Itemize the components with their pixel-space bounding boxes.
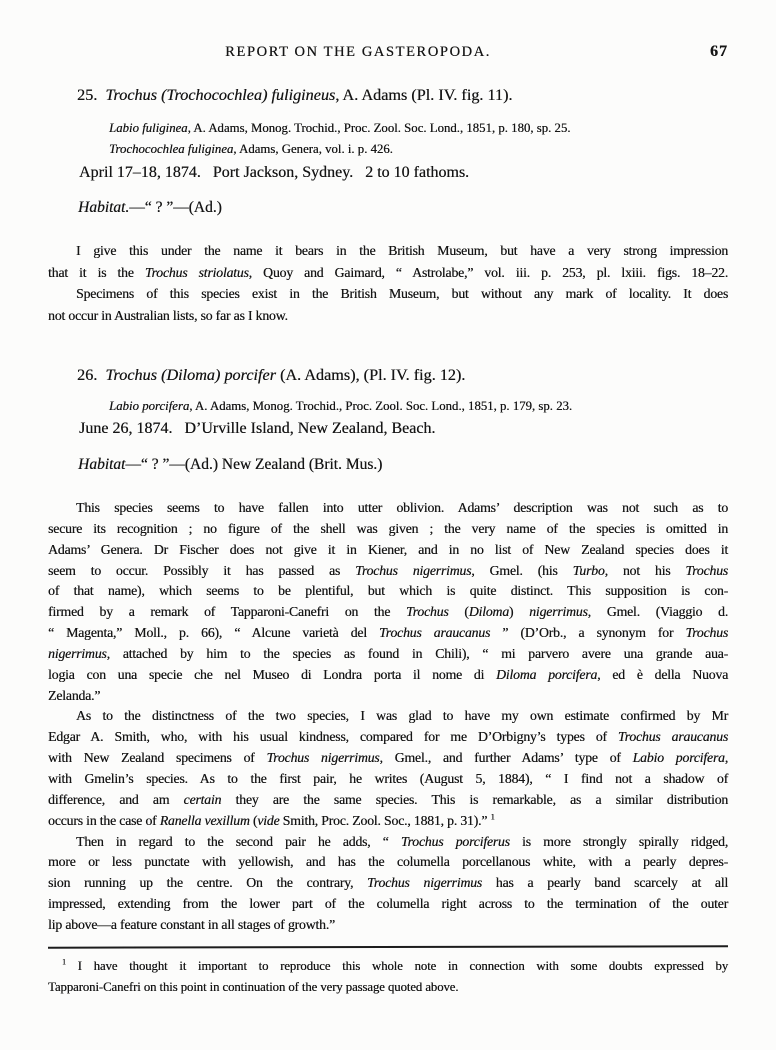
text-line: logia con una specie che nel Museo di Londra porta il nome di Diloma porcifera, ed è della Nuova (48, 666, 728, 682)
text-line: Specimens of this species exist in the British Museum, but without any mark of locality. It does (76, 286, 728, 302)
running-header (48, 44, 728, 66)
text-line: Then in regard to the second pair he adds, “ Trochus porciferus is more strongly spirally ridged, (76, 833, 728, 849)
text-line: As to the distinctness of the two species, I was glad to have my own estimate confirmed by Mr (76, 708, 728, 724)
text-line: 26. Trochus (Diloma) porcifer (A. Adams), (Pl. IV. fig. 12). (77, 366, 466, 384)
text-line: Labio fuliginea, A. Adams, Monog. Trochid., Proc. Zool. Soc. Lond., 1851, p. 180, sp. 25. (109, 121, 571, 135)
text-line: Adams’ Genera. Dr Fischer does not give it in Kiener, and in no list of New Zealand species does it (48, 541, 728, 557)
text-line: impressed, extending from the lower part of the columella right across to the termination of the outer (48, 896, 728, 912)
date-locality-line-26 (48, 420, 759, 438)
text-line: Habitat—“ ? ”—(Ad.) New Zealand (Brit. Mus.) (78, 456, 383, 473)
text-line: I give this under the name it bears in the British Museum, but have a very strong impression (76, 243, 728, 258)
text-line: lip above—a feature constant in all stages of growth.” (48, 916, 335, 932)
text-line: nigerrimus, attached by him to the species as found in Chili), “ mi parvero avere una grande aua- (48, 645, 728, 661)
page-title: REPORT ON THE GASTEROPODA. (225, 44, 491, 60)
footnote (48, 956, 728, 998)
text-line: not occur in Australian lists, so far as I know. (48, 308, 288, 324)
text-line: difference, and am certain they are the same species. This is remarkable, as a similar distribution (48, 791, 728, 807)
body-paragraphs-26 (48, 498, 728, 936)
text-line: Edgar A. Smith, who, with his usual kindness, compared for me D’Orbigny’s types of Trochus araucanus (48, 729, 728, 745)
body-paragraphs-25 (48, 240, 728, 327)
text-line: with Gmelin’s species. As to the first pair, he writes (August 5, 1884), “ I find not a shadow of (48, 770, 728, 786)
page-number: 67 (710, 43, 728, 60)
text-line: 25. Trochus (Trochocochlea) fuligineus, A. Adams (Pl. IV. fig. 11). (77, 86, 513, 104)
text-line: $^1$ I have thought it important to reproduce this whole note in connection with some doubts expressed by (62, 957, 728, 973)
habitat-line-26 (48, 456, 758, 474)
text-line: Labio porcifera, A. Adams, Monog. Trochid., Proc. Zool. Soc. Lond., 1851, p. 179, sp. 23. (109, 399, 573, 413)
text-line: Tapparoni-Canefri on this point in continuation of the very passage quoted above. (48, 980, 459, 994)
text-line: secure its recognition ; no figure of the shell was given ; the very name of the species is omitted in (48, 520, 728, 536)
date-locality-line-25 (48, 164, 759, 182)
text-line: occurs in the case of Ranella vexillum (vide Smith, Proc. Zool. Soc., 1881, p. 31).” $^1$ (48, 811, 495, 828)
text-line: This species seems to have fallen into utter oblivion. Adams’ description was not such as to (76, 500, 728, 515)
species-heading-25 (48, 86, 757, 105)
text-line: with New Zealand specimens of Trochus nigerrimus, Gmel., and further Adams’ type of Labio porcifera, (48, 750, 728, 766)
text-line: June 26, 1874. D’Urville Island, New Zealand, Beach. (79, 420, 436, 437)
text-line: more or less punctate with yellowish, and has the columella porcellanous white, with a pearly depres- (48, 854, 728, 870)
text-line: Habitat.—“ ? ”—(Ad.) (78, 199, 222, 216)
synonymy-citations-25 (48, 118, 776, 160)
species-heading-26 (48, 366, 757, 385)
footnote-rule (48, 945, 728, 949)
text-line: of that name), which seems to be plentiful, but which is quite distinct. This supposition is con- (48, 583, 728, 599)
synonymy-citations-26 (48, 396, 776, 417)
text-line: Trochocochlea fuliginea, Adams, Genera, vol. i. p. 426. (109, 142, 393, 156)
text-line: firmed by a remark of Tapparoni-Canefri on the Trochus (Diloma) nigerrimus, Gmel. (Viaggio d. (48, 604, 728, 620)
habitat-line-25 (48, 199, 758, 217)
text-line: seem to occur. Possibly it has passed as Trochus nigerrimus, Gmel. (his Turbo, not his Trochus (48, 562, 728, 578)
text-line: April 17–18, 1874. Port Jackson, Sydney. 2 to 10 fathoms. (79, 164, 470, 181)
text-line: Zelanda.” (48, 687, 101, 703)
text-line: sion running up the centre. On the contrary, Trochus nigerrimus has a pearly band scarcely at all (48, 875, 728, 891)
text-line: that it is the Trochus striolatus, Quoy and Gaimard, “ Astrolabe,” vol. iii. p. 253, pl. lxiii. figs. 18–22. (48, 264, 728, 280)
text-line: “ Magenta,” Moll., p. 66), “ Alcune varietà del Trochus araucanus ” (D’Orb., a synonym for Trochus (48, 625, 728, 641)
